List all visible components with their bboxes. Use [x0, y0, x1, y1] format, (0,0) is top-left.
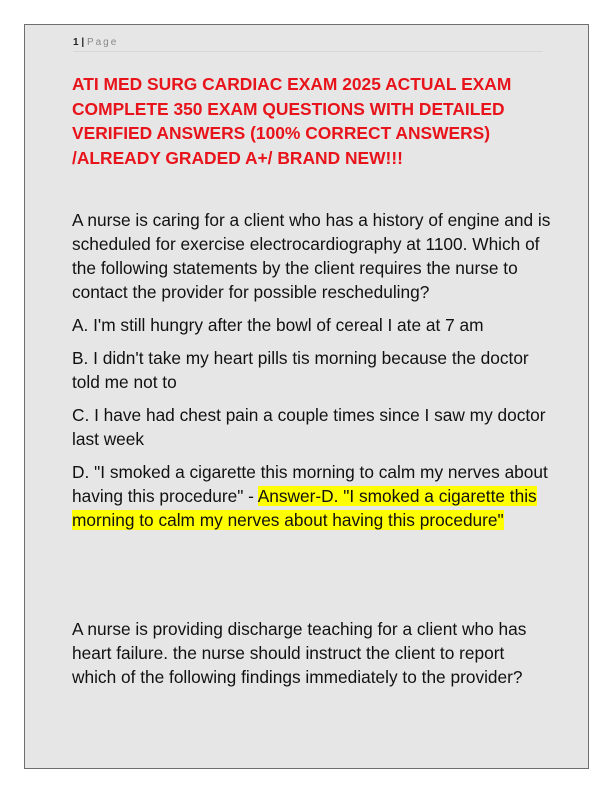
page-number: 1: [73, 37, 79, 48]
option-c: C. I have had chest pain a couple times since I saw my doctor last week: [72, 405, 546, 449]
question-stem: A nurse is caring for a client who has a history of engine and is scheduled for exercise electrocardiography at 1100. Which of the following statements by the client requires the nurse to contact the provider for possible rescheduling?: [72, 210, 551, 302]
document-title: ATI MED SURG CARDIAC EXAM 2025 ACTUAL EXAM COMPLETE 350 EXAM QUESTIONS WITH DETAILED VERIFIED ANSWERS (100% CORRECT ANSWERS) /ALREADY GRADED A+/ BRAND NEW!!!: [72, 74, 512, 168]
highlighted-answer: Answer-D. "I smoked a cigarette this morning to calm my nerves about having this procedure": [72, 486, 537, 530]
question-2: [72, 617, 552, 698]
page-header: [73, 37, 543, 52]
option-d: [72, 460, 552, 532]
page-label: Page: [86, 37, 119, 48]
document-page: [24, 24, 589, 769]
question-stem: A nurse is providing discharge teaching for a client who has heart failure. the nurse should instruct the client to report which of the following findings immediately to the provider?: [72, 619, 527, 687]
header-separator: |: [81, 37, 85, 48]
question-1: [72, 208, 552, 541]
option-b: B. I didn't take my heart pills tis morning because the doctor told me not to: [72, 348, 529, 392]
option-d-text: D. "I smoked a cigarette this morning to calm my nerves about having this procedure" -: [72, 462, 548, 506]
option-a: A. I'm still hungry after the bowl of cereal I ate at 7 am: [72, 315, 484, 335]
